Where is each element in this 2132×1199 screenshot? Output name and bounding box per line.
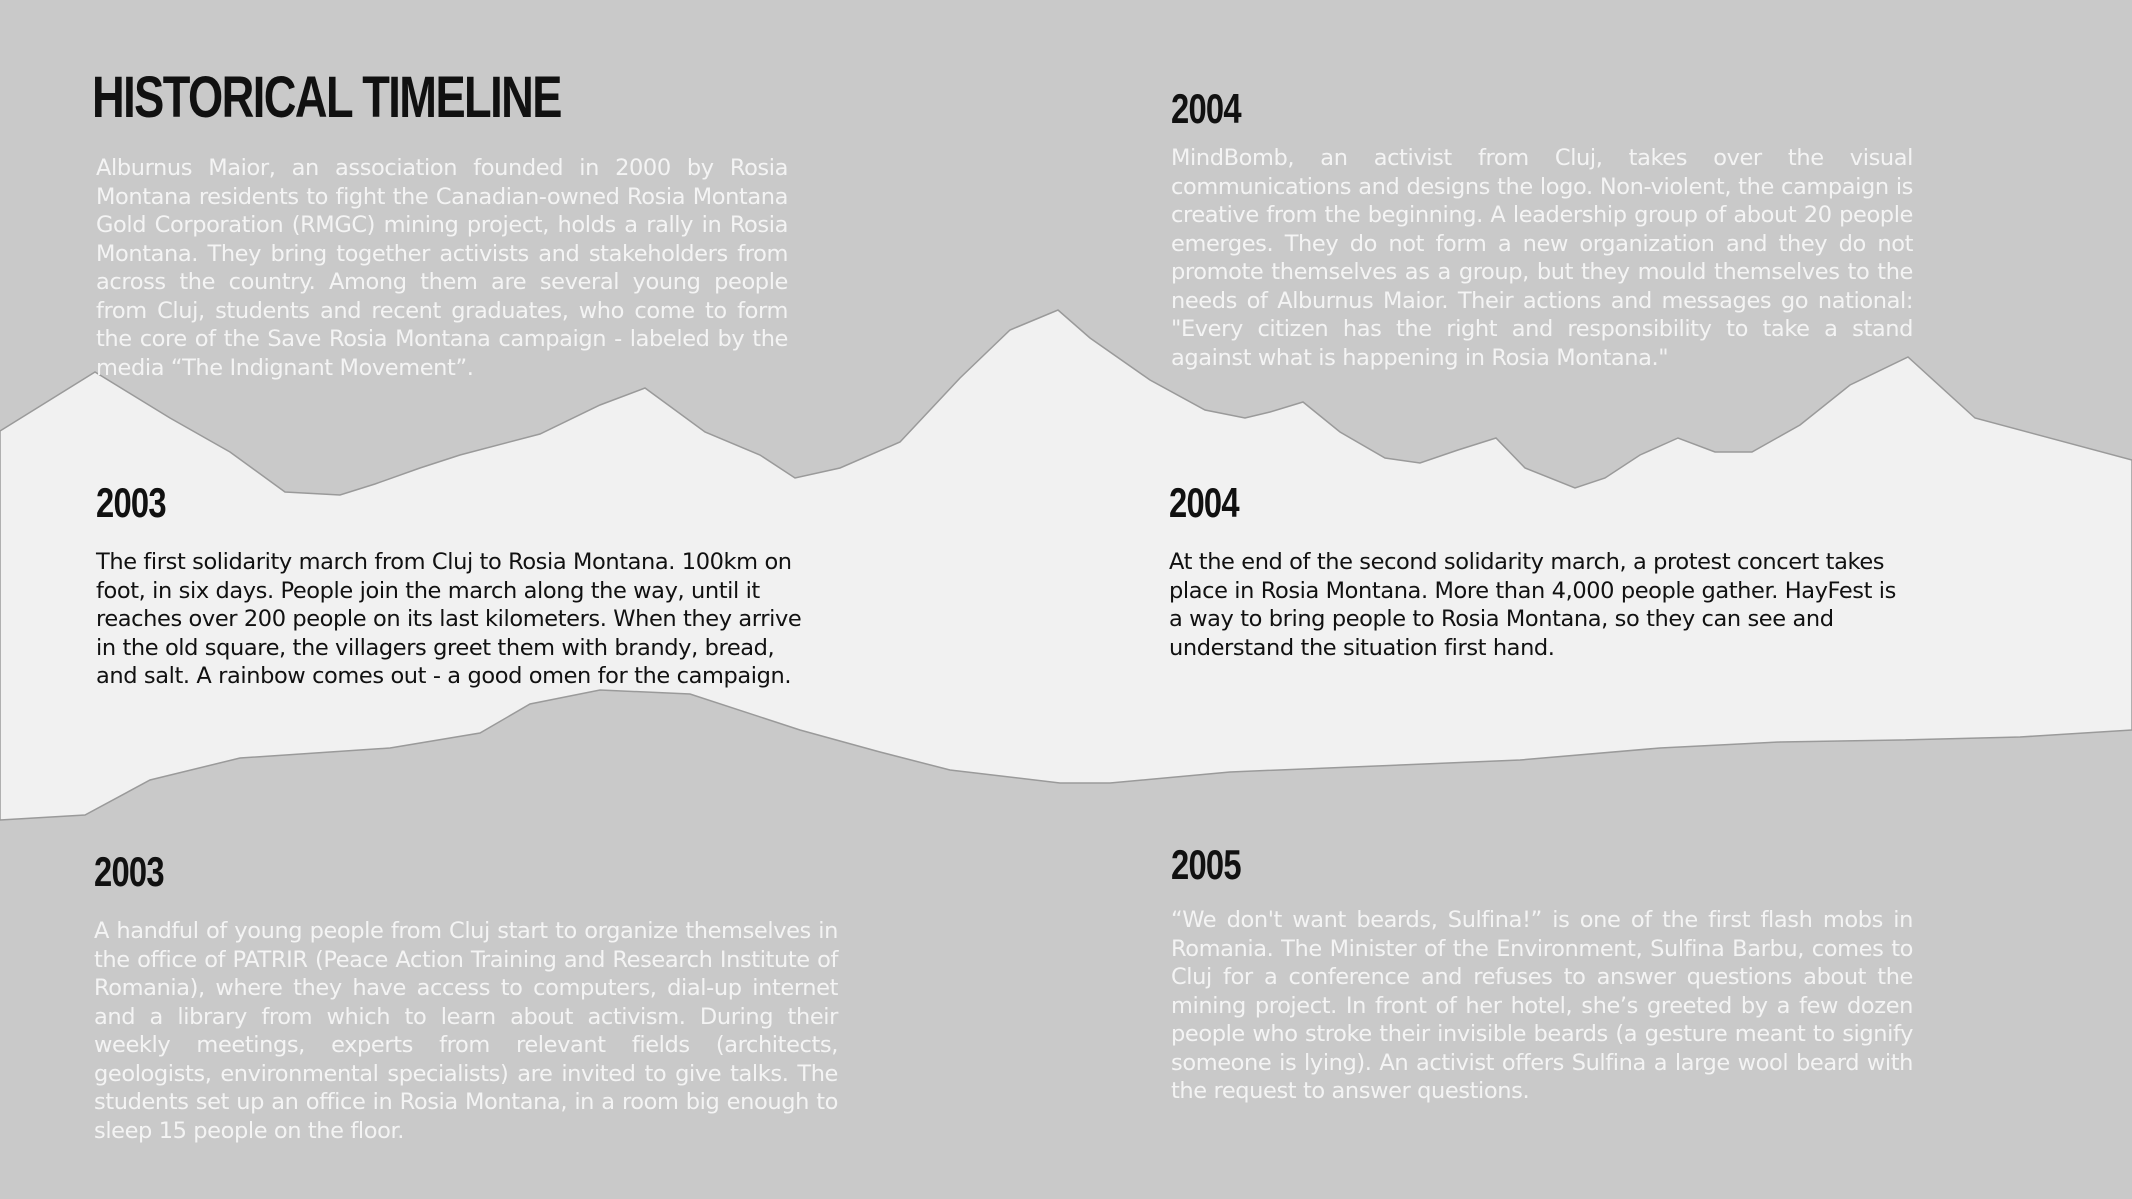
entry-text: MindBomb, an activist from Cluj, takes over the visual communications and designs the logo. Non-violent, the campaign is creative from the beginning. A leadership group of about 20 people emerges. They do not form a new organization and they do not promote themselves as a group, but they mould themselves to the needs of Alburnus Maior. Their actions and messages go national: "Every citizen has the right and responsibility to take a stand against what is happening in Rosia Montana.": [1171, 145, 1913, 371]
entry-year: 2005: [1171, 841, 1241, 888]
entry-year: 2004: [1169, 479, 1239, 526]
timeline-title-block: [92, 65, 693, 130]
entry-year: 2004: [1171, 85, 1241, 132]
entry-year: 2003: [94, 848, 164, 895]
entry-text: “We don't want beards, Sulfina!” is one of the first flash mobs in Romania. The Minister of the Environment, Sulfina Barbu, comes to Cluj for a conference and refuses to answer questions about the mining project. In front of her hotel, she’s greeted by a few dozen people who stroke their invisible beards (a gesture meant to signify someone is lying). An activist offers Sulfina a large wool beard with the request to answer questions.: [1171, 907, 1913, 1104]
entry-year: 2003: [96, 479, 166, 526]
entry-text: Alburnus Maior, an association founded in 2000 by Rosia Montana residents to fight the Canadian-owned Rosia Montana Gold Corporation (RMGC) mining project, holds a rally in Rosia Montana. They bring together activists and stakeholders from across the country. Among them are several young people from Cluj, students and recent graduates, who come to form the core of the Save Rosia Montana campaign - labeled by the media “The Indignant Movement”.: [96, 155, 788, 381]
entry-2003-march: [96, 480, 816, 691]
entry-text: A handful of young people from Cluj start to organize themselves in the office of PATRIR (Peace Action Training and Research Institute of Romania), where they have access to computers, dial-up internet and a library from which to learn about activism. During their weekly meetings, experts from relevant fields (architects, geologists, environmental specialists) are invited to give talks. The students set up an office in Rosia Montana, in a room big enough to sleep 15 people on the floor.: [94, 918, 838, 1144]
entry-2003-patrir: [94, 849, 838, 1145]
page-title: HISTORICAL TIMELINE: [92, 65, 561, 130]
entry-2005-flashmob: [1171, 842, 1913, 1106]
entry-text: The first solidarity march from Cluj to Rosia Montana. 100km on foot, in six days. People join the march along the way, until it reaches over 200 people on its last kilometers. When they arrive in the old square, the villagers greet them with brandy, bread, and salt. A rainbow comes out - a good omen for the campaign.: [96, 549, 802, 689]
entry-2004-mindbomb: [1171, 86, 1913, 372]
entry-intro: [96, 154, 788, 382]
entry-text: At the end of the second solidarity march, a protest concert takes place in Rosia Montana. More than 4,000 people gather. HayFest is a way to bring people to Rosia Montana, so they can see and understand the situation first hand.: [1169, 549, 1896, 661]
entry-2004-hayfest: [1169, 480, 1899, 662]
